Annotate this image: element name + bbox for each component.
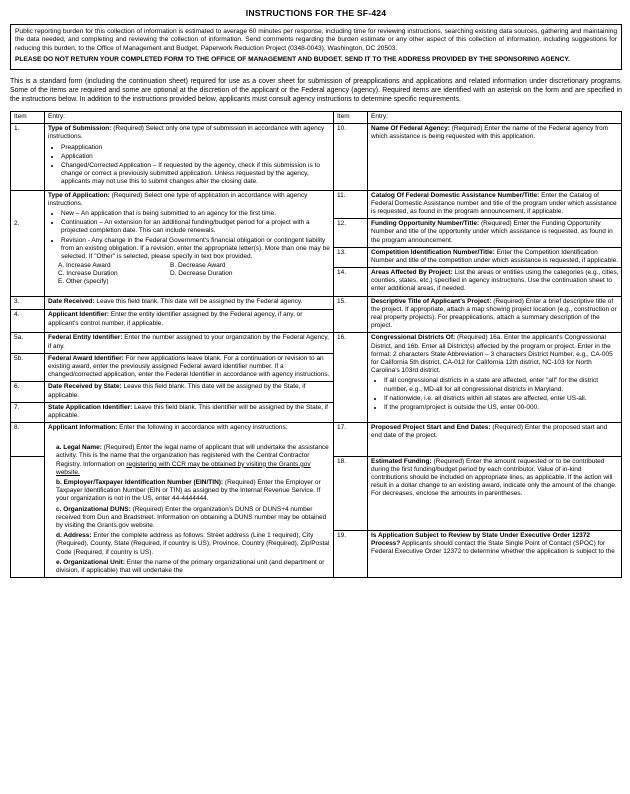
item-5b-title: Federal Award Identifier: [48, 354, 124, 362]
item-7-state-application-identifier [45, 402, 334, 422]
item-number: 18. [334, 456, 368, 530]
item-2-lead: (Required) Select one type of application in accordance with agency instructions. [48, 191, 308, 207]
item-11-title: Catalog Of Federal Domestic Assistance Number/Title: [371, 191, 540, 199]
item-8c-text: (Required) Enter the organization's DUNS or DUNS+4 number received from Dun and Bradstreet. Information on obtaining a DUNS number may be obtained by visiting the Grants.gov website. [56, 505, 327, 529]
item-3-title: Date Received: [48, 297, 95, 305]
item-8-sub-e [48, 559, 331, 575]
item-5a-lead: Enter the number assigned to your organization by the Federal Agency, if any. [48, 334, 329, 350]
spacer-item-number [11, 268, 45, 297]
item-4-applicant-identifier [45, 310, 334, 333]
item-8b-text: (Required) Enter the Employer or Taxpayer Identification Number (EIN or TIN) as assigned by the Internal Revenue Service. If your organization is not in the US, enter 44-4444444. [56, 479, 321, 503]
item-17-title: Proposed Project Start and End Dates: [371, 424, 491, 432]
item-number: 3. [11, 296, 45, 310]
item-8a-label: a. Legal Name: [56, 444, 102, 452]
item-2-bullets [48, 210, 331, 261]
instructions-table [10, 111, 622, 578]
item-number: 10. [334, 124, 368, 190]
item-8-sub-c [48, 506, 331, 531]
item-2-type-of-application [45, 190, 334, 296]
item-12-lead: (Required) Enter the Funding Opportunity Number and title of the opportunity under which assistance is requested, as found in the program announcement. [371, 220, 613, 244]
table-row [11, 423, 622, 457]
item-number: 17. [334, 423, 368, 457]
item-10-title: Name Of Federal Agency: [371, 125, 450, 133]
item-17-lead: (Required) Enter the proposed start and end date of the project. [371, 424, 608, 440]
item-1-bullets [48, 144, 331, 187]
revision-option: C. Increase Duration [58, 270, 118, 278]
header-item-right: Item [334, 112, 368, 124]
list-item: • Preapplication [61, 144, 331, 152]
list-item: • If all congressional districts in a state are affected, enter "all" for the district number, e.g., MD-all for all congressional districts in Maryland. [384, 377, 619, 393]
table-header-row [11, 112, 622, 124]
header-entry-right: Entry: [368, 112, 622, 124]
item-15-descriptive-title [368, 296, 622, 333]
item-16-lead: (Required) 16a. Enter the applicant's Congressional District, and 16b. Enter all District(s) affected by the program or project. Enter in the format: 2 characters State Abbreviation – 3 characters District Number, e.g., CA-005 for California 5th district, CA-012 for California 12th district, NC-103 for North Carolina's 103rd district. [371, 334, 613, 375]
item-3-lead: Leave this field blank. This date will be assigned by the Federal agency. [96, 297, 303, 305]
item-number: 7. [11, 402, 45, 422]
item-number: 16. [334, 333, 368, 423]
item-number: 5b. [11, 353, 45, 382]
burden-paragraph: Public reporting burden for this collection of information is estimated to average 60 minutes per response, including time for reviewing instructions, searching existing data sources, gathering and maintaining the data needed, and completing and reviewing the collection of information. Send comments regarding the burden estimate or any other aspect of this collection of information, including suggestions for reducing this burden, to the Office of Management and Budget, Paperwork Reduction Project (0348-0043), Washington, DC 20503. [15, 28, 617, 52]
revision-option: E. Other (specify) [58, 278, 109, 286]
header-item-left: Item [11, 112, 45, 124]
item-8a-link[interactable]: registering with CCR may be obtained by visiting the Grants.gov website. [56, 460, 311, 476]
spacer-item-number [11, 456, 45, 530]
item-19-lead: Applicants should contact the State Single Point of Contact (SPOC) for Federal Executive Order 12372 to determine whether the application is subject to the [371, 540, 615, 556]
item-8b-label: b. Employer/Taxpayer Identification Number (EIN/TIN): [56, 479, 224, 487]
item-13-lead: Enter the Competition Identification Number and title of the competition under which assistance is requested, if applicable. [371, 248, 619, 264]
item-16-title: Congressional Districts Of: [371, 334, 456, 342]
item-8-sub-d [48, 532, 331, 557]
table-row [11, 124, 622, 190]
item-11-cfda [368, 190, 622, 219]
table-row [11, 190, 622, 219]
item-5b-federal-award-identifier [45, 353, 334, 382]
item-number: 8. [11, 423, 45, 457]
item-number: 11. [334, 190, 368, 219]
table-row [11, 333, 622, 353]
item-8d-label: d. Address: [56, 532, 92, 540]
item-15-title: Descriptive Title of Applicant's Project: [371, 297, 492, 305]
item-18-lead: (Required) Enter the amount requested or to be contributed during the first funding/budget period by each contributor. Value of in-kind contributions should be included on appropriate lines, as applicable. If the action will result in a dollar change to an existing award, indicate only the amount of the change. For decreases, enclose the amounts in parentheses. [371, 457, 617, 498]
list-item: • Continuation – An extension for an additional funding/budget period for a project with a projected completion date. This can include renewals. [61, 219, 331, 235]
item-13-competition-id [368, 247, 622, 267]
list-item: • Application [61, 153, 331, 161]
item-1-lead: (Required) Select only one type of submission in accordance with agency instructions. [48, 125, 325, 141]
item-8e-text: Enter the name of the primary organizational unit (and department or division, if applicable) that will undertake the [56, 558, 325, 574]
page-title: INSTRUCTIONS FOR THE SF-424 [245, 8, 387, 18]
spacer-item-number [11, 190, 45, 219]
item-5b-lead: For new applications leave blank. For a continuation or revision to an existing award, enter the previously assigned Federal award identifier number. If a changed/corrected application, enter the Federal Identifier in accordance with agency instructions. [48, 354, 330, 379]
item-5a-federal-entity-identifier [45, 333, 334, 353]
item-16-congressional-districts [368, 333, 622, 423]
item-1-type-of-submission [45, 124, 334, 190]
item-8d-text: Enter the complete address as follows: Street address (Line 1 required), City (Required), County, State (Required, if country is US), Province, Country (Required), Zip/Postal Code (Required, if country is US). [56, 532, 330, 556]
item-8-applicant-information [45, 423, 334, 578]
item-14-lead: List the areas or entities using the categories (e.g., cities, counties, states, etc.) specified in agency instructions. Use the continuation sheet to enter additional areas, if needed. [371, 269, 619, 293]
item-number: 4. [11, 310, 45, 333]
item-8e-label: e. Organizational Unit: [56, 558, 125, 566]
item-16-bullets [371, 377, 619, 412]
item-7-lead: Leave this field blank. This identifier will be assigned by the State, if applicable. [48, 403, 328, 419]
item-3-date-received [45, 296, 334, 310]
item-15-lead: (Required) Enter a brief descriptive title of the project. If appropriate, attach a map showing project location (e.g., construction or real property projects). For preapplications, attach a summary description of the project. [371, 297, 617, 330]
item-12-funding-opportunity [368, 219, 622, 248]
item-4-title: Applicant Identifier: [48, 311, 110, 319]
item-number: 1. [11, 124, 45, 190]
list-item: • Revision - Any change in the Federal Government's financial obligation or contingent liability from an existing obligation. If a revision, enter the appropriate letter(s). More than one may be selected. If "Other" is selected, please specify in text box provided. [61, 237, 331, 262]
item-8c-label: c. Organizational DUNS: [56, 505, 131, 513]
item-19-title: Is Application Subject to Review by State Under Executive Order 12372 Process? [371, 531, 591, 548]
item-number: 6. [11, 382, 45, 402]
item-7-title: State Application Identifier: [48, 403, 133, 411]
item-number: 14. [334, 268, 368, 297]
intro-paragraph: This is a standard form (including the continuation sheet) required for use as a cover sheet for submission of preapplications and applications and related information under discretionary programs. Some of the items are required and some are optional at the discretion of the applicant or the Federal agency (agency). Required items are identified with an asterisk on the form and are specified in the instructions below. In addition to the instructions provided below, applicants must consult agency instructions to determine specific requirements. [10, 77, 622, 103]
item-number: 15. [334, 296, 368, 333]
item-12-title: Funding Opportunity Number/Title: [371, 220, 480, 228]
item-number: 5a. [11, 333, 45, 353]
item-17-project-dates [368, 423, 622, 457]
item-8-title: Applicant Information: [48, 424, 118, 432]
item-number: 13. [334, 247, 368, 267]
item-2-revision-options [48, 262, 331, 287]
item-6-date-received-by-state [45, 382, 334, 402]
item-14-areas-affected [368, 268, 622, 297]
item-8-lead: Enter the following in accordance with agency instructions: [119, 424, 288, 432]
item-14-title: Areas Affected By Project: [371, 269, 453, 277]
item-5a-title: Federal Entity Identifier: [48, 334, 123, 342]
item-6-lead: Leave this field blank. This date will be assigned by the State, if applicable. [48, 383, 306, 399]
item-10-lead: (Required) Enter the name of the Federal agency from which assistance is being requested with this application. [371, 125, 609, 141]
item-11-lead: Enter the Catalog of Federal Domestic Assistance number and title of the program under which assistance is requested, as found in the program announcement, if applicable. [371, 191, 617, 215]
item-number: 12. [334, 219, 368, 248]
table-row [11, 296, 622, 310]
list-item: • If nationwide, i.e. all districts within all states are affected, enter US-all. [384, 395, 619, 403]
spacer-item-number [11, 247, 45, 267]
list-item: • If the program/project is outside the US, enter 00-000. [384, 404, 619, 412]
revision-option: A. Increase Award [58, 262, 111, 270]
item-number: 19. [334, 530, 368, 577]
item-4-lead: Enter the entity identifier assigned by the Federal agency, if any, or applicant's control number, if applicable. [48, 311, 303, 327]
item-8a-text: (Required) Enter the legal name of applicant that will undertake the assistance activity. This is the name that the organization has registered with the Central Contractor Registry. Information on [56, 444, 329, 468]
item-8-sub-b [48, 479, 331, 504]
burden-notice-box [10, 24, 622, 70]
item-10-name-of-federal-agency [368, 124, 622, 190]
item-1-title: Type of Submission: [48, 125, 112, 133]
revision-option: B. Decrease Award [170, 262, 226, 270]
header-entry-left: Entry: [45, 112, 334, 124]
item-6-title: Date Received by State: [48, 383, 122, 391]
revision-option: D. Decrease Duration [170, 270, 233, 278]
do-not-return-notice: PLEASE DO NOT RETURN YOUR COMPLETED FORM TO THE OFFICE OF MANAGEMENT AND BUDGET. SEND IT TO THE ADDRESS PROVIDED BY THE SPONSORING AGENCY. [15, 56, 570, 64]
item-8-sub-a [48, 444, 331, 477]
spacer-item-number [11, 530, 45, 577]
item-13-title: Competition Identification Number/Title: [371, 248, 495, 256]
item-2-title: Type of Application: [48, 191, 110, 199]
list-item: • Changed/Corrected Application – If requested by the agency, check if this submission is to change or correct a previously submitted application. Unless requested by the agency, applicants may not use this to submit changes after the closing date. [61, 162, 331, 187]
item-19-eo-12372-review [368, 530, 622, 577]
item-18-estimated-funding [368, 456, 622, 530]
item-number: 2. [11, 219, 45, 248]
item-18-title: Estimated Funding: [371, 457, 432, 465]
list-item: • New – An application that is being submitted to an agency for the first time. [61, 210, 331, 218]
